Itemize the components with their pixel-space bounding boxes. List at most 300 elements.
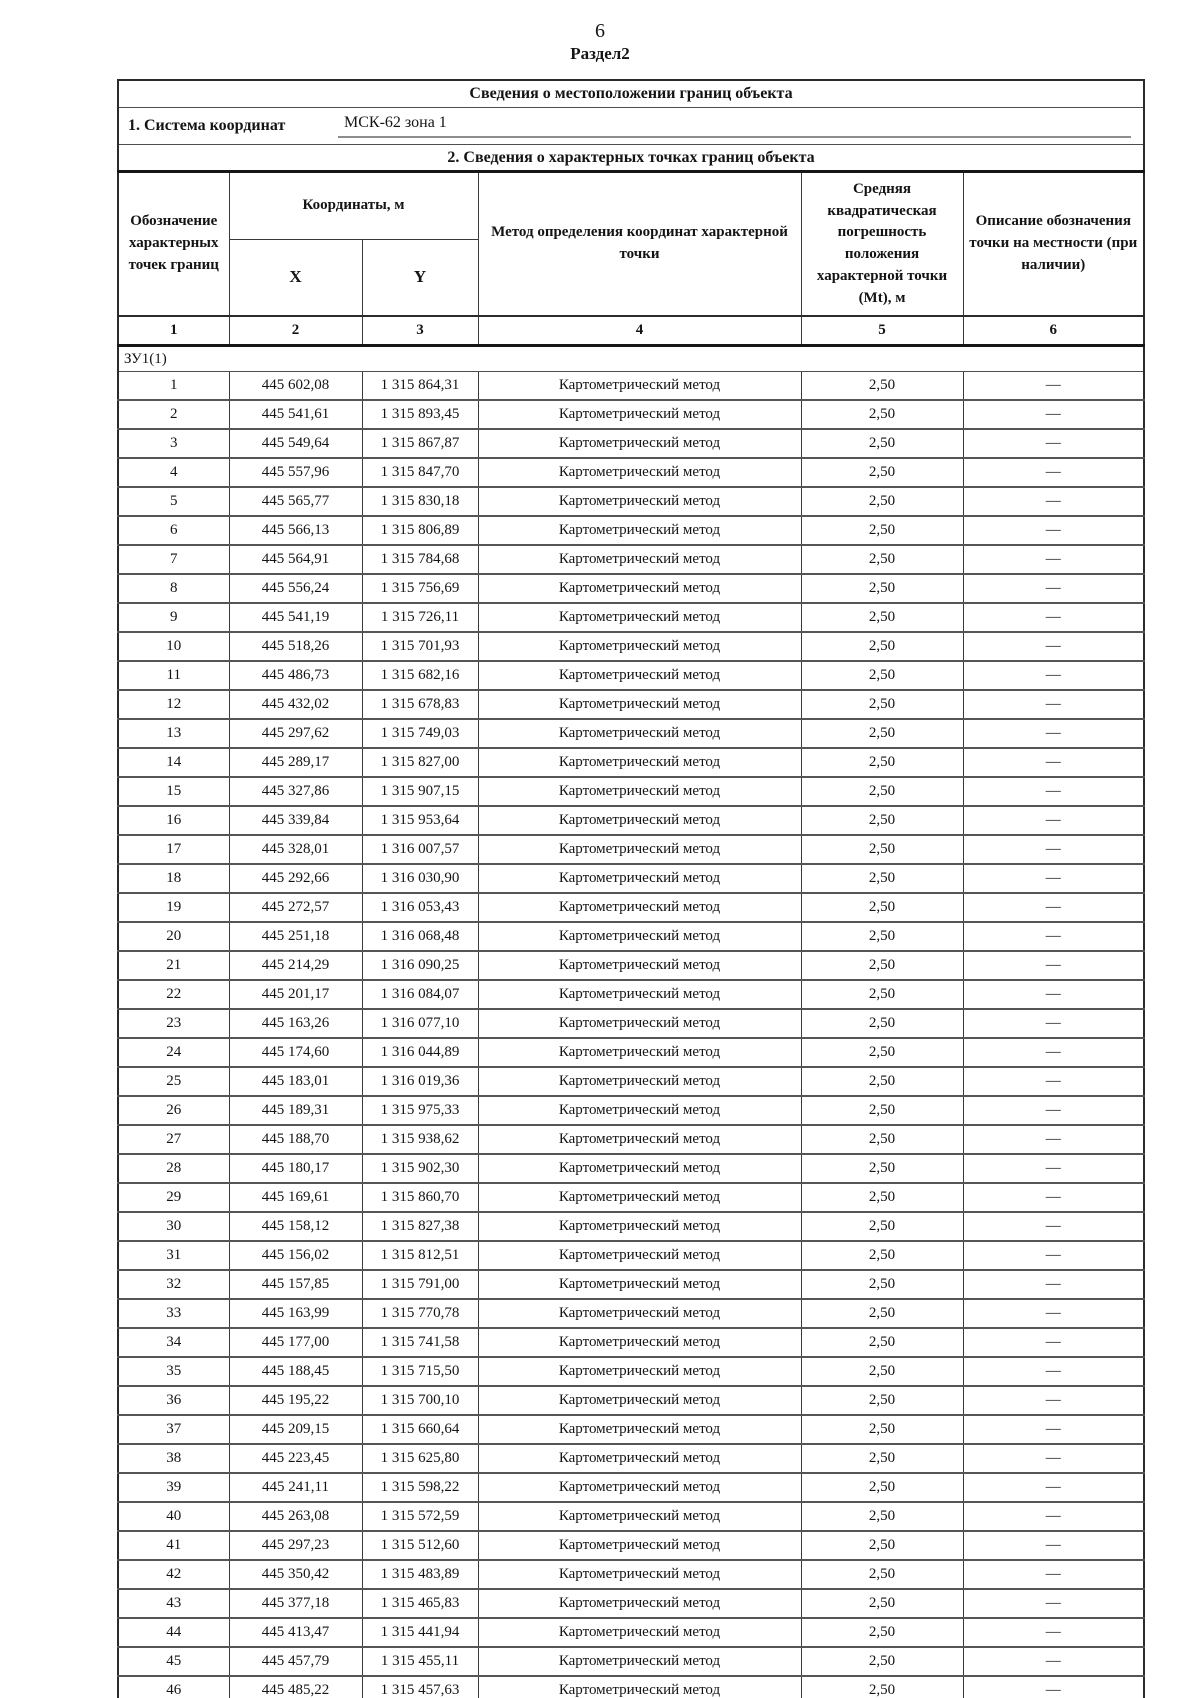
mt-cell: 2,50 bbox=[801, 1618, 963, 1647]
table-row bbox=[118, 372, 1144, 401]
mt-header: Средняя квадратическая погрешность положения характерной точки (Mt), м bbox=[801, 172, 963, 317]
x-coordinate-cell: 445 163,26 bbox=[229, 1009, 362, 1038]
method-cell: Картометрический метод bbox=[478, 1531, 801, 1560]
method-cell: Картометрический метод bbox=[478, 1328, 801, 1357]
table-row bbox=[118, 1096, 1144, 1125]
description-cell: — bbox=[963, 661, 1144, 690]
point-number-cell: 26 bbox=[118, 1096, 229, 1125]
point-number-cell: 34 bbox=[118, 1328, 229, 1357]
description-cell: — bbox=[963, 400, 1144, 429]
table-row bbox=[118, 806, 1144, 835]
points-section-title: 2. Сведения о характерных точках границ объекта bbox=[118, 145, 1144, 172]
y-coordinate-cell: 1 315 867,87 bbox=[362, 429, 478, 458]
y-coordinate-cell: 1 315 827,00 bbox=[362, 748, 478, 777]
method-cell: Картометрический метод bbox=[478, 372, 801, 401]
point-number-cell: 25 bbox=[118, 1067, 229, 1096]
method-cell: Картометрический метод bbox=[478, 1589, 801, 1618]
method-cell: Картометрический метод bbox=[478, 1502, 801, 1531]
x-coordinate-cell: 445 377,18 bbox=[229, 1589, 362, 1618]
x-coordinate-cell: 445 432,02 bbox=[229, 690, 362, 719]
method-cell: Картометрический метод bbox=[478, 1038, 801, 1067]
method-cell: Картометрический метод bbox=[478, 951, 801, 980]
y-coordinate-cell: 1 315 847,70 bbox=[362, 458, 478, 487]
boundaries-table bbox=[117, 79, 1145, 1698]
table-row bbox=[118, 1531, 1144, 1560]
description-cell: — bbox=[963, 1415, 1144, 1444]
mt-cell: 2,50 bbox=[801, 1067, 963, 1096]
x-coordinate-cell: 445 328,01 bbox=[229, 835, 362, 864]
y-coordinate-cell: 1 315 678,83 bbox=[362, 690, 478, 719]
point-number-cell: 7 bbox=[118, 545, 229, 574]
x-coordinate-cell: 445 251,18 bbox=[229, 922, 362, 951]
mt-cell: 2,50 bbox=[801, 1009, 963, 1038]
point-number-cell: 14 bbox=[118, 748, 229, 777]
method-cell: Картометрический метод bbox=[478, 574, 801, 603]
table-row bbox=[118, 864, 1144, 893]
point-number-cell: 37 bbox=[118, 1415, 229, 1444]
table-row bbox=[118, 1154, 1144, 1183]
y-coordinate-cell: 1 315 465,83 bbox=[362, 1589, 478, 1618]
y-coordinate-cell: 1 315 701,93 bbox=[362, 632, 478, 661]
description-cell: — bbox=[963, 864, 1144, 893]
page-number: 6 bbox=[595, 20, 605, 42]
coord-system-value: МСК-62 зона 1 bbox=[338, 114, 1131, 138]
x-coordinate-cell: 445 549,64 bbox=[229, 429, 362, 458]
y-coordinate-cell: 1 316 077,10 bbox=[362, 1009, 478, 1038]
y-coordinate-cell: 1 315 864,31 bbox=[362, 372, 478, 401]
mt-cell: 2,50 bbox=[801, 1270, 963, 1299]
x-coordinate-cell: 445 183,01 bbox=[229, 1067, 362, 1096]
point-number-cell: 21 bbox=[118, 951, 229, 980]
table-row bbox=[118, 1647, 1144, 1676]
y-coordinate-cell: 1 315 741,58 bbox=[362, 1328, 478, 1357]
table-row bbox=[118, 777, 1144, 806]
point-number-cell: 20 bbox=[118, 922, 229, 951]
point-number-cell: 17 bbox=[118, 835, 229, 864]
point-number-cell: 23 bbox=[118, 1009, 229, 1038]
method-cell: Картометрический метод bbox=[478, 661, 801, 690]
parcel-group-row bbox=[118, 346, 1144, 372]
x-coordinate-cell: 445 188,70 bbox=[229, 1125, 362, 1154]
point-number-cell: 28 bbox=[118, 1154, 229, 1183]
description-cell: — bbox=[963, 372, 1144, 401]
y-coordinate-cell: 1 315 830,18 bbox=[362, 487, 478, 516]
method-cell: Картометрический метод bbox=[478, 516, 801, 545]
x-coordinate-cell: 445 272,57 bbox=[229, 893, 362, 922]
table-row bbox=[118, 1212, 1144, 1241]
point-number-cell: 29 bbox=[118, 1183, 229, 1212]
y-coordinate-cell: 1 315 598,22 bbox=[362, 1473, 478, 1502]
point-number-cell: 10 bbox=[118, 632, 229, 661]
description-cell: — bbox=[963, 1241, 1144, 1270]
mt-cell: 2,50 bbox=[801, 574, 963, 603]
description-cell: — bbox=[963, 1038, 1144, 1067]
description-cell: — bbox=[963, 574, 1144, 603]
point-number-cell: 38 bbox=[118, 1444, 229, 1473]
mt-cell: 2,50 bbox=[801, 748, 963, 777]
table-title: Сведения о местоположении границ объекта bbox=[118, 80, 1144, 108]
x-coordinate-cell: 445 566,13 bbox=[229, 516, 362, 545]
y-coordinate-cell: 1 316 007,57 bbox=[362, 835, 478, 864]
point-number-cell: 33 bbox=[118, 1299, 229, 1328]
column-number-cell: 3 bbox=[362, 316, 478, 346]
mt-cell: 2,50 bbox=[801, 545, 963, 574]
method-cell: Картометрический метод bbox=[478, 603, 801, 632]
table-row bbox=[118, 1676, 1144, 1698]
mt-cell: 2,50 bbox=[801, 429, 963, 458]
table-row bbox=[118, 1270, 1144, 1299]
table-row bbox=[118, 1038, 1144, 1067]
y-coordinate-cell: 1 315 715,50 bbox=[362, 1357, 478, 1386]
mt-cell: 2,50 bbox=[801, 1125, 963, 1154]
description-cell: — bbox=[963, 1009, 1144, 1038]
x-coordinate-cell: 445 564,91 bbox=[229, 545, 362, 574]
point-number-cell: 16 bbox=[118, 806, 229, 835]
description-cell: — bbox=[963, 1154, 1144, 1183]
table-row bbox=[118, 1328, 1144, 1357]
point-number-cell: 1 bbox=[118, 372, 229, 401]
mt-cell: 2,50 bbox=[801, 1444, 963, 1473]
point-number-cell: 3 bbox=[118, 429, 229, 458]
table-row bbox=[118, 1386, 1144, 1415]
description-cell: — bbox=[963, 1473, 1144, 1502]
description-cell: — bbox=[963, 1067, 1144, 1096]
mt-cell: 2,50 bbox=[801, 1473, 963, 1502]
coord-system-row bbox=[118, 108, 1144, 145]
table-row bbox=[118, 1560, 1144, 1589]
y-coordinate-cell: 1 315 893,45 bbox=[362, 400, 478, 429]
method-cell: Картометрический метод bbox=[478, 806, 801, 835]
point-number-cell: 11 bbox=[118, 661, 229, 690]
table-row bbox=[118, 1125, 1144, 1154]
y-coordinate-cell: 1 315 907,15 bbox=[362, 777, 478, 806]
table-row bbox=[118, 893, 1144, 922]
y-coordinate-cell: 1 315 784,68 bbox=[362, 545, 478, 574]
table-row bbox=[118, 1415, 1144, 1444]
points-table-body bbox=[118, 372, 1144, 1698]
x-coordinate-cell: 445 169,61 bbox=[229, 1183, 362, 1212]
point-number-cell: 30 bbox=[118, 1212, 229, 1241]
table-row bbox=[118, 632, 1144, 661]
mt-cell: 2,50 bbox=[801, 690, 963, 719]
point-number-cell: 13 bbox=[118, 719, 229, 748]
x-coordinate-cell: 445 339,84 bbox=[229, 806, 362, 835]
y-coordinate-cell: 1 315 572,59 bbox=[362, 1502, 478, 1531]
table-row bbox=[118, 1473, 1144, 1502]
table-row bbox=[118, 719, 1144, 748]
mt-cell: 2,50 bbox=[801, 835, 963, 864]
header-row-top bbox=[118, 172, 1144, 240]
mt-cell: 2,50 bbox=[801, 864, 963, 893]
point-number-cell: 24 bbox=[118, 1038, 229, 1067]
method-cell: Картометрический метод bbox=[478, 1647, 801, 1676]
table-row bbox=[118, 951, 1144, 980]
description-cell: — bbox=[963, 1299, 1144, 1328]
point-number-cell: 18 bbox=[118, 864, 229, 893]
point-number-cell: 44 bbox=[118, 1618, 229, 1647]
method-cell: Картометрический метод bbox=[478, 980, 801, 1009]
column-number-cell: 2 bbox=[229, 316, 362, 346]
description-cell: — bbox=[963, 1444, 1144, 1473]
description-cell: — bbox=[963, 1676, 1144, 1698]
mt-cell: 2,50 bbox=[801, 632, 963, 661]
description-cell: — bbox=[963, 1270, 1144, 1299]
method-cell: Картометрический метод bbox=[478, 864, 801, 893]
description-cell: — bbox=[963, 835, 1144, 864]
x-coordinate-cell: 445 223,45 bbox=[229, 1444, 362, 1473]
description-cell: — bbox=[963, 516, 1144, 545]
y-coordinate-cell: 1 315 812,51 bbox=[362, 1241, 478, 1270]
method-cell: Картометрический метод bbox=[478, 458, 801, 487]
y-coordinate-cell: 1 316 030,90 bbox=[362, 864, 478, 893]
description-cell: — bbox=[963, 1183, 1144, 1212]
description-cell: — bbox=[963, 1560, 1144, 1589]
table-row bbox=[118, 545, 1144, 574]
method-cell: Картометрический метод bbox=[478, 1473, 801, 1502]
y-coordinate-cell: 1 315 827,38 bbox=[362, 1212, 478, 1241]
mt-cell: 2,50 bbox=[801, 1415, 963, 1444]
column-numbers-row bbox=[118, 316, 1144, 346]
description-cell: — bbox=[963, 632, 1144, 661]
x-coordinate-cell: 445 201,17 bbox=[229, 980, 362, 1009]
method-cell: Картометрический метод bbox=[478, 1270, 801, 1299]
method-cell: Картометрический метод bbox=[478, 748, 801, 777]
method-cell: Картометрический метод bbox=[478, 777, 801, 806]
table-row bbox=[118, 748, 1144, 777]
y-coordinate-cell: 1 316 090,25 bbox=[362, 951, 478, 980]
mt-cell: 2,50 bbox=[801, 1647, 963, 1676]
y-coordinate-cell: 1 315 953,64 bbox=[362, 806, 478, 835]
y-coordinate-cell: 1 315 975,33 bbox=[362, 1096, 478, 1125]
mt-cell: 2,50 bbox=[801, 1299, 963, 1328]
x-coordinate-cell: 445 602,08 bbox=[229, 372, 362, 401]
description-cell: — bbox=[963, 951, 1144, 980]
table-row bbox=[118, 574, 1144, 603]
mt-cell: 2,50 bbox=[801, 1183, 963, 1212]
column-number-cell: 6 bbox=[963, 316, 1144, 346]
y-coordinate-cell: 1 315 700,10 bbox=[362, 1386, 478, 1415]
mt-cell: 2,50 bbox=[801, 516, 963, 545]
y-coordinate-cell: 1 315 770,78 bbox=[362, 1299, 478, 1328]
table-row bbox=[118, 661, 1144, 690]
table-row bbox=[118, 516, 1144, 545]
point-number-cell: 39 bbox=[118, 1473, 229, 1502]
description-cell: — bbox=[963, 1328, 1144, 1357]
mt-cell: 2,50 bbox=[801, 458, 963, 487]
point-number-cell: 42 bbox=[118, 1560, 229, 1589]
designation-header: Обозначение характерных точек границ bbox=[118, 172, 229, 317]
point-number-cell: 36 bbox=[118, 1386, 229, 1415]
x-header: X bbox=[229, 240, 362, 316]
mt-cell: 2,50 bbox=[801, 1154, 963, 1183]
parcel-group-label: ЗУ1(1) bbox=[118, 346, 1144, 372]
mt-cell: 2,50 bbox=[801, 661, 963, 690]
method-cell: Картометрический метод bbox=[478, 1096, 801, 1125]
table-row bbox=[118, 1444, 1144, 1473]
y-coordinate-cell: 1 315 625,80 bbox=[362, 1444, 478, 1473]
section-heading: Раздел2 bbox=[570, 44, 630, 63]
y-coordinate-cell: 1 316 053,43 bbox=[362, 893, 478, 922]
point-number-cell: 27 bbox=[118, 1125, 229, 1154]
description-cell: — bbox=[963, 429, 1144, 458]
mt-cell: 2,50 bbox=[801, 1676, 963, 1698]
mt-cell: 2,50 bbox=[801, 1589, 963, 1618]
x-coordinate-cell: 445 327,86 bbox=[229, 777, 362, 806]
x-coordinate-cell: 445 174,60 bbox=[229, 1038, 362, 1067]
method-cell: Картометрический метод bbox=[478, 1212, 801, 1241]
method-cell: Картометрический метод bbox=[478, 429, 801, 458]
table-row bbox=[118, 690, 1144, 719]
method-cell: Картометрический метод bbox=[478, 1125, 801, 1154]
x-coordinate-cell: 445 188,45 bbox=[229, 1357, 362, 1386]
mt-cell: 2,50 bbox=[801, 1560, 963, 1589]
table-row bbox=[118, 1241, 1144, 1270]
point-number-cell: 2 bbox=[118, 400, 229, 429]
point-number-cell: 45 bbox=[118, 1647, 229, 1676]
method-cell: Картометрический метод bbox=[478, 1676, 801, 1698]
description-cell: — bbox=[963, 1618, 1144, 1647]
mt-cell: 2,50 bbox=[801, 1328, 963, 1357]
mt-cell: 2,50 bbox=[801, 1038, 963, 1067]
mt-cell: 2,50 bbox=[801, 1241, 963, 1270]
x-coordinate-cell: 445 263,08 bbox=[229, 1502, 362, 1531]
y-coordinate-cell: 1 316 068,48 bbox=[362, 922, 478, 951]
point-number-cell: 8 bbox=[118, 574, 229, 603]
x-coordinate-cell: 445 156,02 bbox=[229, 1241, 362, 1270]
mt-cell: 2,50 bbox=[801, 1212, 963, 1241]
point-number-cell: 35 bbox=[118, 1357, 229, 1386]
method-cell: Картометрический метод bbox=[478, 1009, 801, 1038]
point-number-cell: 5 bbox=[118, 487, 229, 516]
table-row bbox=[118, 1299, 1144, 1328]
x-coordinate-cell: 445 157,85 bbox=[229, 1270, 362, 1299]
point-number-cell: 19 bbox=[118, 893, 229, 922]
method-cell: Картометрический метод bbox=[478, 835, 801, 864]
method-cell: Картометрический метод bbox=[478, 1618, 801, 1647]
y-coordinate-cell: 1 315 726,11 bbox=[362, 603, 478, 632]
points-section-title-row bbox=[118, 145, 1144, 172]
mt-cell: 2,50 bbox=[801, 980, 963, 1009]
description-cell: — bbox=[963, 1357, 1144, 1386]
y-coordinate-cell: 1 315 512,60 bbox=[362, 1531, 478, 1560]
description-cell: — bbox=[963, 777, 1144, 806]
x-coordinate-cell: 445 177,00 bbox=[229, 1328, 362, 1357]
column-number-cell: 1 bbox=[118, 316, 229, 346]
description-cell: — bbox=[963, 980, 1144, 1009]
description-cell: — bbox=[963, 1647, 1144, 1676]
y-header: Y bbox=[362, 240, 478, 316]
mt-cell: 2,50 bbox=[801, 400, 963, 429]
description-cell: — bbox=[963, 719, 1144, 748]
description-header: Описание обозначения точки на местности (при наличии) bbox=[963, 172, 1144, 317]
x-coordinate-cell: 445 214,29 bbox=[229, 951, 362, 980]
table-title-row bbox=[118, 80, 1144, 108]
method-cell: Картометрический метод bbox=[478, 719, 801, 748]
x-coordinate-cell: 445 209,15 bbox=[229, 1415, 362, 1444]
y-coordinate-cell: 1 315 806,89 bbox=[362, 516, 478, 545]
y-coordinate-cell: 1 315 860,70 bbox=[362, 1183, 478, 1212]
x-coordinate-cell: 445 485,22 bbox=[229, 1676, 362, 1698]
y-coordinate-cell: 1 315 441,94 bbox=[362, 1618, 478, 1647]
x-coordinate-cell: 445 292,66 bbox=[229, 864, 362, 893]
y-coordinate-cell: 1 315 938,62 bbox=[362, 1125, 478, 1154]
mt-cell: 2,50 bbox=[801, 777, 963, 806]
y-coordinate-cell: 1 315 749,03 bbox=[362, 719, 478, 748]
mt-cell: 2,50 bbox=[801, 372, 963, 401]
description-cell: — bbox=[963, 922, 1144, 951]
mt-cell: 2,50 bbox=[801, 806, 963, 835]
method-cell: Картометрический метод bbox=[478, 1357, 801, 1386]
table-row bbox=[118, 1183, 1144, 1212]
x-coordinate-cell: 445 457,79 bbox=[229, 1647, 362, 1676]
point-number-cell: 9 bbox=[118, 603, 229, 632]
mt-cell: 2,50 bbox=[801, 1357, 963, 1386]
method-cell: Картометрический метод bbox=[478, 922, 801, 951]
method-cell: Картометрический метод bbox=[478, 400, 801, 429]
x-coordinate-cell: 445 163,99 bbox=[229, 1299, 362, 1328]
column-number-cell: 4 bbox=[478, 316, 801, 346]
x-coordinate-cell: 445 195,22 bbox=[229, 1386, 362, 1415]
mt-cell: 2,50 bbox=[801, 487, 963, 516]
x-coordinate-cell: 445 556,24 bbox=[229, 574, 362, 603]
x-coordinate-cell: 445 541,19 bbox=[229, 603, 362, 632]
x-coordinate-cell: 445 289,17 bbox=[229, 748, 362, 777]
method-cell: Картометрический метод bbox=[478, 1386, 801, 1415]
mt-cell: 2,50 bbox=[801, 1096, 963, 1125]
y-coordinate-cell: 1 315 455,11 bbox=[362, 1647, 478, 1676]
point-number-cell: 31 bbox=[118, 1241, 229, 1270]
point-number-cell: 15 bbox=[118, 777, 229, 806]
method-header: Метод определения координат характерной точки bbox=[478, 172, 801, 317]
mt-cell: 2,50 bbox=[801, 951, 963, 980]
description-cell: — bbox=[963, 806, 1144, 835]
coordinates-header: Координаты, м bbox=[229, 172, 478, 240]
mt-cell: 2,50 bbox=[801, 922, 963, 951]
description-cell: — bbox=[963, 1386, 1144, 1415]
description-cell: — bbox=[963, 1589, 1144, 1618]
table-row bbox=[118, 835, 1144, 864]
table-row bbox=[118, 487, 1144, 516]
x-coordinate-cell: 445 413,47 bbox=[229, 1618, 362, 1647]
description-cell: — bbox=[963, 1125, 1144, 1154]
x-coordinate-cell: 445 241,11 bbox=[229, 1473, 362, 1502]
method-cell: Картометрический метод bbox=[478, 1560, 801, 1589]
mt-cell: 2,50 bbox=[801, 1502, 963, 1531]
x-coordinate-cell: 445 297,23 bbox=[229, 1531, 362, 1560]
method-cell: Картометрический метод bbox=[478, 690, 801, 719]
description-cell: — bbox=[963, 748, 1144, 777]
x-coordinate-cell: 445 557,96 bbox=[229, 458, 362, 487]
point-number-cell: 12 bbox=[118, 690, 229, 719]
table-row bbox=[118, 1357, 1144, 1386]
description-cell: — bbox=[963, 1096, 1144, 1125]
point-number-cell: 32 bbox=[118, 1270, 229, 1299]
table-row bbox=[118, 400, 1144, 429]
coord-system-label: 1. Система координат bbox=[128, 117, 286, 134]
y-coordinate-cell: 1 316 019,36 bbox=[362, 1067, 478, 1096]
point-number-cell: 46 bbox=[118, 1676, 229, 1698]
description-cell: — bbox=[963, 690, 1144, 719]
x-coordinate-cell: 445 486,73 bbox=[229, 661, 362, 690]
point-number-cell: 43 bbox=[118, 1589, 229, 1618]
x-coordinate-cell: 445 565,77 bbox=[229, 487, 362, 516]
y-coordinate-cell: 1 315 660,64 bbox=[362, 1415, 478, 1444]
method-cell: Картометрический метод bbox=[478, 487, 801, 516]
table-row bbox=[118, 603, 1144, 632]
method-cell: Картометрический метод bbox=[478, 1067, 801, 1096]
method-cell: Картометрический метод bbox=[478, 1183, 801, 1212]
point-number-cell: 22 bbox=[118, 980, 229, 1009]
